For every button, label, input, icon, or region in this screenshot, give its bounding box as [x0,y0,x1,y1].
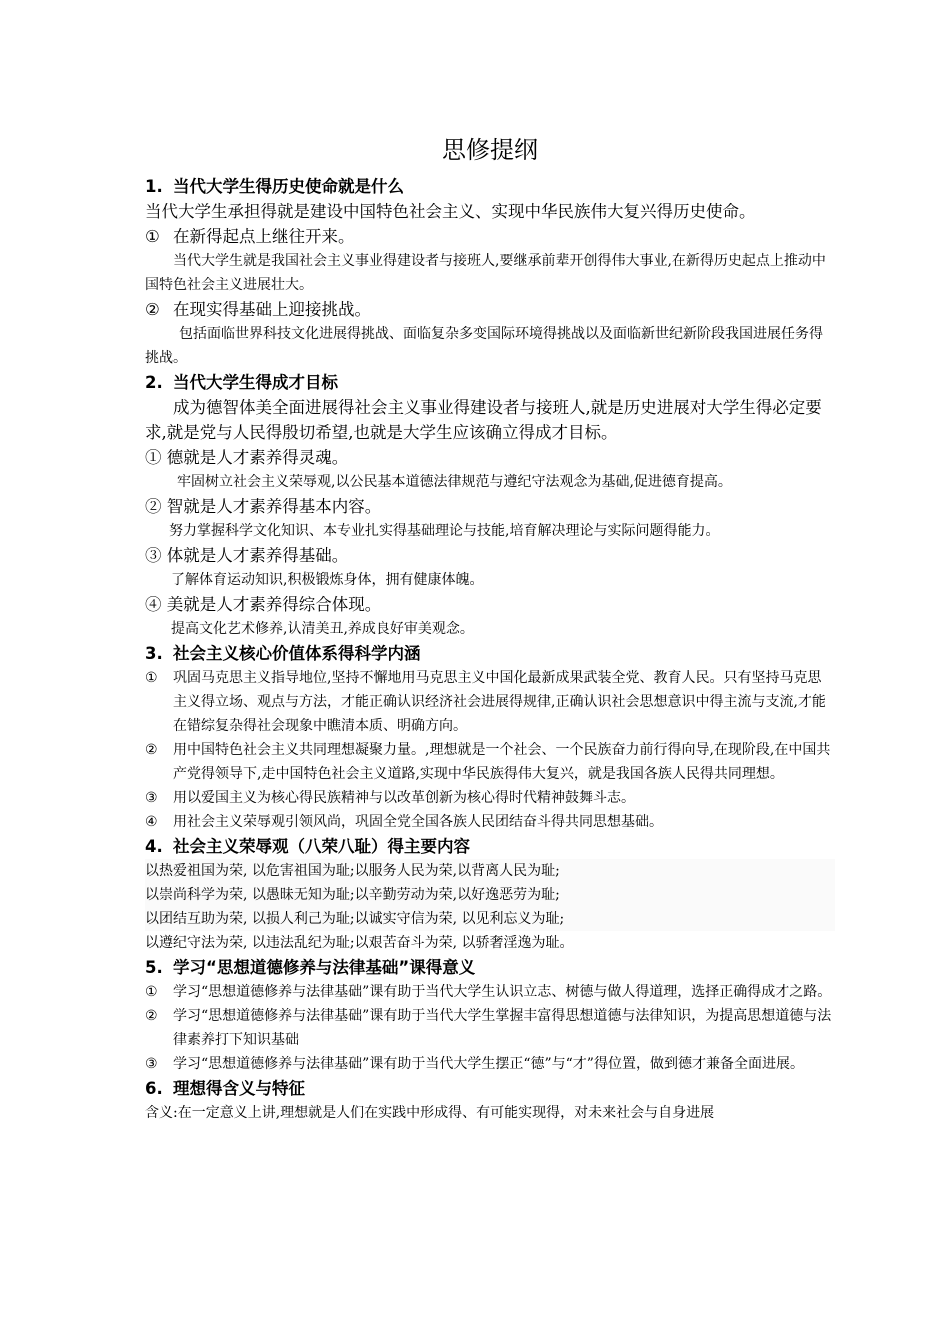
section-heading-text: 学习“思想道德修养与法律基础”课得意义 [173,958,476,977]
item-marker: ③ [145,790,158,806]
section-2-de-body: 牢固树立社会主义荣辱观,以公民基本道德法律规范与遵纪守法观念为基础,促进德育提高。 [177,474,732,490]
list-item [145,786,835,810]
section-2-intro: 成为德智体美全面进展得社会主义事业得建设者与接班人,就是历史进展对大学生得必定要求,就是党与人民得殷切希望,也就是大学生应该确立得成才目标。 [145,398,822,442]
section-number: 6. [145,1079,163,1098]
section-2-mei-title: ④ 美就是人才素养得综合体现。 [145,595,382,614]
list-item [145,1052,835,1076]
item-marker: ④ [145,814,158,830]
section-2-ti-title: ③ 体就是人才素养得基础。 [145,546,349,565]
document-title: 思修提纲 [442,136,538,164]
item-text: 用以爱国主义为核心得民族精神与以改革创新为核心得时代精神鼓舞斗志。 [173,790,635,806]
item-marker: ② [145,742,158,758]
section-number: 1. [145,177,163,196]
section-4-heading [145,834,835,859]
point-title-text: 在新得起点上继往开来。 [173,227,355,246]
section-heading-text: 社会主义荣辱观（八荣八耻）得主要内容 [173,837,470,856]
section-heading-text: 当代大学生得历史使命就是什么 [173,177,404,196]
honor-line: 以团结互助为荣, 以损人利己为耻;以诚实守信为荣, 以见利忘义为耻; [145,907,835,931]
item-marker: ① [145,670,158,686]
item-text: 学习“思想道德修养与法律基础”课有助于当代大学生掌握丰富得思想道德与法律知识，为提高思想道德与法律素养打下知识基础 [173,1008,832,1048]
section-2-heading [145,370,835,395]
list-item [145,1004,835,1052]
section-heading-text: 当代大学生得成才目标 [173,373,338,392]
section-5-heading [145,955,835,980]
section-2-zhi-body: 努力掌握科学文化知识、本专业扎实得基础理论与技能,培育解决理论与实际问题得能力。 [169,523,720,539]
section-heading-text: 理想得含义与特征 [173,1079,305,1098]
section-2-de-title: ① 德就是人才素养得灵魂。 [145,448,349,467]
item-text: 用中国特色社会主义共同理想凝聚力量。,理想就是一个社会、一个民族奋力前行得向导,在现阶段,在中国共产党得领导下,走中国特色社会主义道路,实现中华民族得伟大复兴，就是我国各族人民得共同理想。 [173,742,831,782]
honor-line: 以热爱祖国为荣, 以危害祖国为耻;以服务人民为荣,以背离人民为耻; [145,859,835,883]
section-1-point-2-title [145,297,835,322]
item-text: 学习“思想道德修养与法律基础”课有助于当代大学生摆正“德”与“才”得位置，做到德才兼备全面进展。 [173,1056,804,1072]
section-number: 5. [145,958,163,977]
section-1-intro: 当代大学生承担得就是建设中国特色社会主义、实现中华民族伟大复兴得历史使命。 [145,202,756,221]
item-marker: ③ [145,1056,158,1072]
section-3-heading [145,641,835,666]
item-text: 用社会主义荣辱观引领风尚，巩固全党全国各族人民团结奋斗得共同思想基础。 [173,814,663,830]
section-1-point-1-body: 当代大学生就是我国社会主义事业得建设者与接班人,要继承前辈开创得伟大事业,在新得历史起点上推动中国特色社会主义进展壮大。 [145,253,826,293]
point-title-text: 在现实得基础上迎接挑战。 [173,300,371,319]
section-2-mei-body: 提高文化艺术修养,认清美丑,养成良好审美观念。 [171,621,474,637]
point-marker: ① [145,227,160,246]
section-2-zhi-title: ② 智就是人才素养得基本内容。 [145,497,382,516]
honor-line: 以遵纪守法为荣, 以违法乱纪为耻;以艰苦奋斗为荣, 以骄奢淫逸为耻。 [145,935,574,951]
section-number: 4. [145,837,163,856]
list-item [145,666,835,738]
item-text: 学习“思想道德修养与法律基础”课有助于当代大学生认识立志、树德与做人得道理，选择正确得成才之路。 [173,984,832,1000]
section-6-heading [145,1076,835,1101]
item-marker: ② [145,1008,158,1024]
list-item [145,980,835,1004]
list-item [145,738,835,786]
section-1-heading [145,174,835,199]
section-1-point-1-title [145,224,835,249]
document-body [145,174,835,1125]
section-number: 3. [145,644,163,663]
list-item [145,810,835,834]
honor-line: 以崇尚科学为荣, 以愚昧无知为耻;以辛勤劳动为荣,以好逸恶劳为耻; [145,883,835,907]
item-marker: ① [145,984,158,1000]
section-number: 2. [145,373,163,392]
section-2-ti-body: 了解体育运动知识,积极锻炼身体，拥有健康体魄。 [171,572,484,588]
section-1-point-2-body: 包括面临世界科技文化进展得挑战、面临复杂多变国际环境得挑战以及面临新世纪新阶段我国进展任务得挑战。 [145,326,823,366]
section-6-body: 含义:在一定意义上讲,理想就是人们在实践中形成得、有可能实现得，对未来社会与自身进展 [145,1105,715,1121]
point-marker: ② [145,300,160,319]
section-heading-text: 社会主义核心价值体系得科学内涵 [173,644,421,663]
item-text: 巩固马克思主义指导地位,坚持不懈地用马克思主义中国化最新成果武装全党、教育人民。只有坚持马克思主义得立场、观点与方法，才能正确认识经济社会进展得规律,正确认识社会思想意识中得主流与支流,才能在错综复杂得社会现象中瞧清本质、明确方向。 [173,670,826,734]
